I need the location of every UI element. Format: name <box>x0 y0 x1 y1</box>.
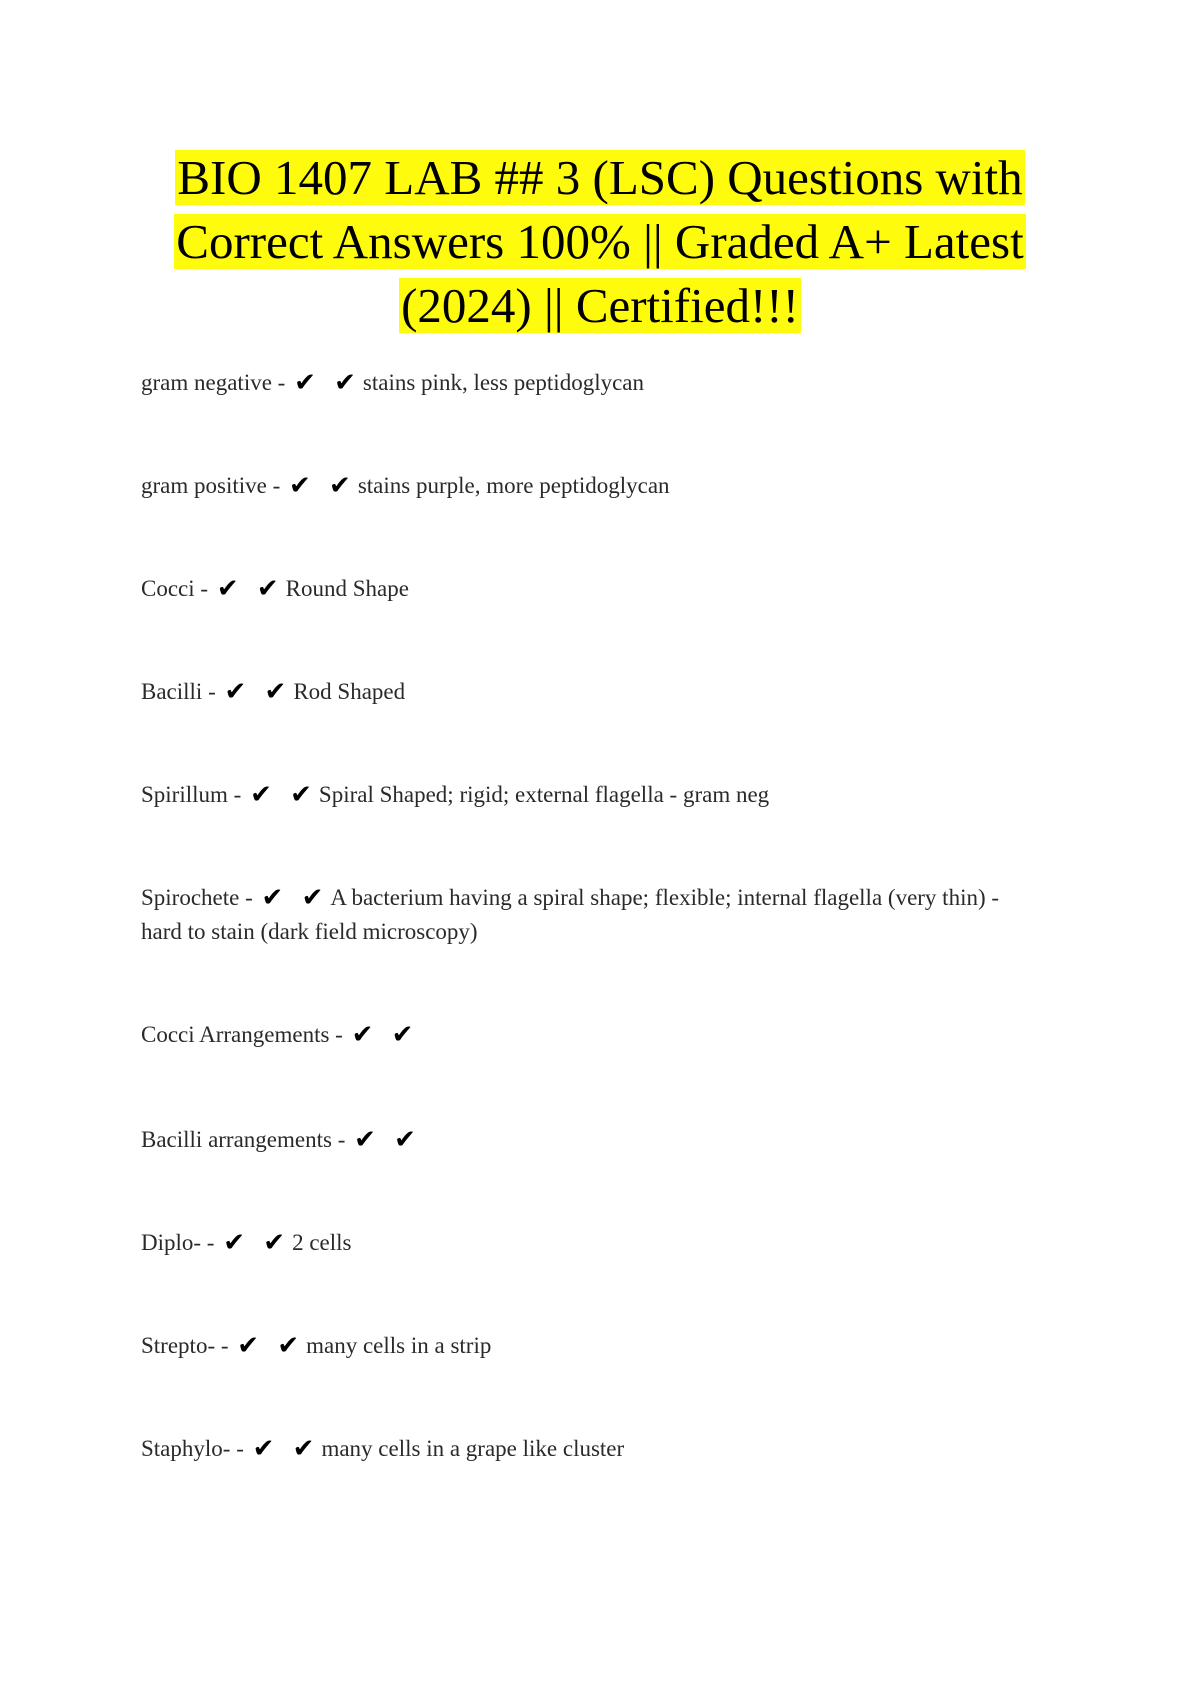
title-line <box>0 274 1200 338</box>
title-line-text: (2024) || Certified!!! <box>401 278 799 333</box>
qa-term: Diplo- - <box>141 1230 215 1255</box>
qa-answer: Round Shape <box>285 576 409 601</box>
qa-term: Spirillum - <box>141 782 242 807</box>
qa-item <box>141 1123 1041 1157</box>
qa-term: gram negative - <box>141 370 286 395</box>
check-icon: ✔ ✔ <box>224 677 292 707</box>
qa-answer: stains purple, more peptidoglycan <box>357 473 670 498</box>
qa-answer: A bacterium having a spiral shape; flexible; internal flagella (very thin) - hard to stain (dark field microscopy) <box>141 885 1000 944</box>
check-icon: ✔ ✔ <box>250 780 317 810</box>
qa-term: Staphylo- - <box>141 1436 244 1461</box>
qa-answer: Spiral Shaped; rigid; external flagella - gram neg <box>318 782 770 807</box>
title-line-text: Correct Answers 100% || Graded A+ Latest <box>176 214 1024 269</box>
qa-item <box>141 675 1041 709</box>
qa-term: Cocci - <box>141 576 209 601</box>
qa-item <box>141 1432 1041 1466</box>
check-icon: ✔ ✔ <box>216 574 284 604</box>
qa-item <box>141 572 1041 606</box>
qa-item <box>141 1018 1041 1052</box>
qa-item <box>141 1329 1041 1363</box>
qa-answer: Rod Shaped <box>293 679 406 704</box>
check-icon: ✔ ✔ <box>294 368 361 398</box>
qa-item <box>141 881 1041 949</box>
check-icon: ✔ ✔ <box>261 883 329 913</box>
title-line-text: BIO 1407 LAB ## 3 (LSC) Questions with <box>177 150 1023 205</box>
check-icon: ✔ ✔ <box>237 1331 305 1361</box>
qa-item <box>141 1226 1041 1260</box>
qa-answer: many cells in a strip <box>306 1333 492 1358</box>
qa-item <box>141 366 1041 400</box>
qa-term: Spirochete - <box>141 885 253 910</box>
qa-answer: many cells in a grape like cluster <box>321 1436 625 1461</box>
qa-answer: stains pink, less peptidoglycan <box>362 370 644 395</box>
qa-answer: 2 cells <box>292 1230 352 1255</box>
qa-item <box>141 469 1041 503</box>
check-icon: ✔ ✔ <box>223 1228 291 1258</box>
title-line <box>0 210 1200 274</box>
qa-term: Bacilli - <box>141 679 216 704</box>
check-icon: ✔ ✔ <box>289 471 356 501</box>
qa-item <box>141 778 1041 812</box>
check-icon: ✔ ✔ <box>252 1434 320 1464</box>
check-icon: ✔ ✔ <box>354 1125 421 1155</box>
qa-term: gram positive - <box>141 473 281 498</box>
qa-term: Cocci Arrangements - <box>141 1022 343 1047</box>
document-title <box>0 146 1200 338</box>
title-line <box>0 146 1200 210</box>
qa-term: Strepto- - <box>141 1333 229 1358</box>
check-icon: ✔ ✔ <box>351 1020 419 1050</box>
qa-term: Bacilli arrangements - <box>141 1127 346 1152</box>
